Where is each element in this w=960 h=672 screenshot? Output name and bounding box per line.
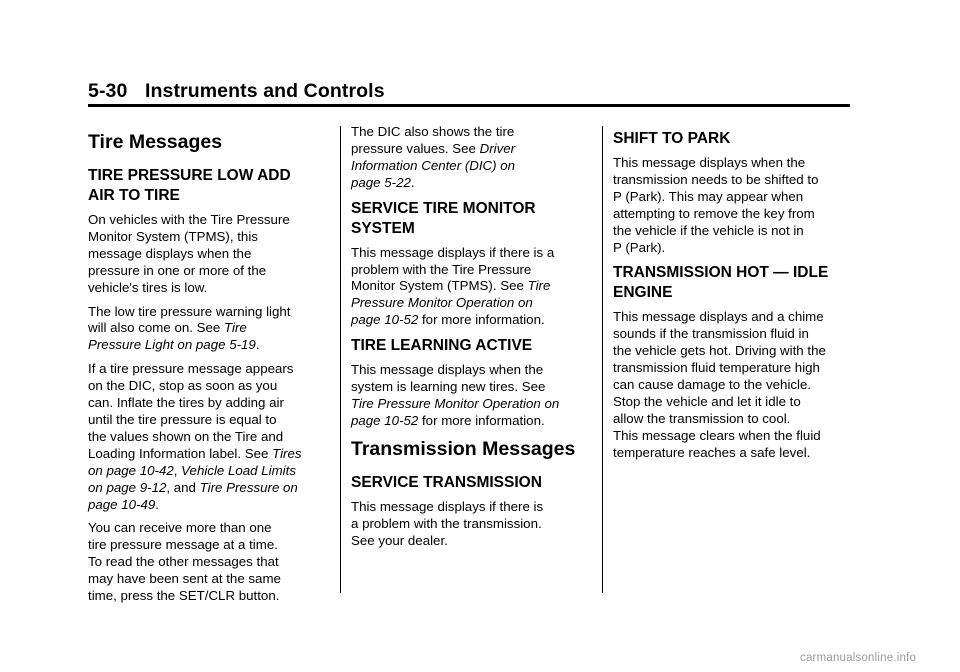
heading-shift-to-park bbox=[613, 129, 853, 149]
text-run: . bbox=[410, 174, 415, 190]
text-line: vehicle's tires is low. bbox=[88, 279, 208, 295]
column-1 bbox=[88, 124, 328, 612]
heading-service-transmission bbox=[351, 473, 591, 493]
text-line: tire pressure message at a time. bbox=[88, 537, 278, 553]
heading-line: SERVICE TIRE MONITOR bbox=[351, 199, 536, 217]
text-line: message displays when the bbox=[88, 245, 252, 261]
cross-reference-link[interactable]: page 5-22 bbox=[351, 174, 411, 190]
text-line: can. Inflate the tires by adding air bbox=[88, 395, 284, 411]
text-line: on the DIC, stop as soon as you bbox=[88, 378, 278, 394]
heading-tire-pressure-low bbox=[88, 166, 328, 206]
text-line bbox=[351, 158, 591, 175]
heading-line: TRANSMISSION HOT — IDLE bbox=[613, 264, 829, 282]
text-line bbox=[351, 396, 591, 413]
text-run: pressure values. See bbox=[351, 140, 480, 156]
text-line: until the tire pressure is equal to bbox=[88, 411, 277, 427]
text-line: problem with the Tire Pressure bbox=[351, 261, 532, 277]
text-line: can cause damage to the vehicle. bbox=[613, 377, 812, 393]
text-line: P (Park). This may appear when bbox=[613, 188, 804, 204]
page-header bbox=[88, 80, 385, 103]
text-line bbox=[88, 497, 328, 514]
text-line: allow the transmission to cool. bbox=[613, 410, 791, 426]
text-line: the vehicle if the vehicle is not in bbox=[613, 222, 804, 238]
text-line: To read the other messages that bbox=[88, 554, 279, 570]
text-line: time, press the SET/CLR button. bbox=[88, 588, 280, 604]
column-2 bbox=[351, 124, 591, 557]
cross-reference-link[interactable]: on page 9-12 bbox=[88, 479, 167, 495]
text-line bbox=[351, 175, 591, 192]
cross-reference-link[interactable]: Pressure Monitor Operation on bbox=[351, 295, 533, 311]
text-line bbox=[351, 141, 591, 158]
cross-reference-link[interactable]: Driver bbox=[479, 140, 516, 156]
text-line: transmission needs to be shifted to bbox=[613, 171, 819, 187]
paragraph-dic-pressure bbox=[351, 124, 591, 192]
text-line: the vehicle gets hot. Driving with the bbox=[613, 343, 826, 359]
text-line: See your dealer. bbox=[351, 532, 448, 548]
text-line: This message displays when the bbox=[351, 362, 544, 378]
text-line bbox=[88, 463, 328, 480]
text-line: If a tire pressure message appears bbox=[88, 361, 294, 377]
heading-line: SHIFT TO PARK bbox=[613, 130, 731, 147]
text-line: The low tire pressure warning light bbox=[88, 303, 291, 319]
paragraph-tpms-intro bbox=[88, 212, 328, 297]
text-line: P (Park). bbox=[613, 239, 666, 255]
text-run: , and bbox=[166, 479, 200, 495]
cross-reference-link[interactable]: Tire bbox=[224, 320, 247, 336]
heading-line: SYSTEM bbox=[351, 219, 415, 237]
paragraph-tire-learning bbox=[351, 362, 591, 430]
cross-reference-link[interactable]: page 10-49 bbox=[88, 496, 156, 512]
paragraph-warning-light bbox=[88, 304, 328, 355]
text-line bbox=[88, 480, 328, 497]
column-divider-1 bbox=[340, 126, 341, 593]
paragraph-service-transmission bbox=[351, 499, 591, 550]
paragraph-service-tire-monitor bbox=[351, 245, 591, 330]
text-line bbox=[351, 278, 591, 295]
text-line bbox=[351, 312, 591, 329]
text-line bbox=[351, 413, 591, 430]
text-run: . bbox=[255, 337, 260, 353]
cross-reference-link[interactable]: Tire bbox=[527, 278, 551, 294]
text-line: Monitor System (TPMS), this bbox=[88, 228, 258, 244]
chapter-title: Instruments and Controls bbox=[144, 80, 385, 102]
text-line: attempting to remove the key from bbox=[613, 205, 815, 221]
column-3 bbox=[613, 124, 853, 469]
text-line: sounds if the transmission fluid in bbox=[613, 326, 809, 342]
text-line bbox=[88, 320, 328, 337]
heading-line: TIRE LEARNING ACTIVE bbox=[351, 337, 533, 355]
text-run: . bbox=[155, 496, 159, 512]
cross-reference-link[interactable]: Tires bbox=[272, 445, 302, 461]
paragraph-shift-to-park bbox=[613, 155, 853, 256]
text-line: The DIC also shows the tire bbox=[351, 124, 515, 139]
text-line: This message displays and a chime bbox=[613, 309, 824, 325]
text-run: Monitor System (TPMS). See bbox=[351, 278, 528, 294]
section-title-transmission-messages: Transmission Messages bbox=[351, 437, 576, 460]
cross-reference-link[interactable]: Pressure Light on page 5-19 bbox=[88, 337, 256, 353]
heading-service-tire-monitor bbox=[351, 199, 591, 239]
text-run: for more information. bbox=[418, 312, 545, 328]
text-line: You can receive more than one bbox=[88, 520, 272, 536]
text-line: This message clears when the fluid bbox=[613, 427, 821, 443]
cross-reference-link[interactable]: page 10-52 bbox=[351, 412, 419, 428]
heading-tire-learning-active bbox=[351, 336, 591, 356]
text-line bbox=[88, 337, 328, 354]
text-run: Loading Information label. See bbox=[88, 445, 273, 461]
text-line: a problem with the transmission. bbox=[351, 515, 542, 531]
heading-line: SERVICE TRANSMISSION bbox=[351, 473, 542, 491]
watermark: carmanualsonline.info bbox=[800, 652, 917, 664]
cross-reference-link[interactable]: Tire Pressure Monitor Operation on bbox=[351, 395, 560, 411]
column-divider-2 bbox=[602, 126, 603, 593]
text-line: This message displays if there is bbox=[351, 498, 544, 514]
text-line: transmission fluid temperature high bbox=[613, 360, 820, 376]
heading-line: AIR TO TIRE bbox=[88, 187, 180, 204]
heading-line: TIRE PRESSURE LOW ADD bbox=[88, 167, 291, 184]
text-line: temperature reaches a safe level. bbox=[613, 444, 811, 460]
cross-reference-link[interactable]: page 10-52 bbox=[351, 312, 419, 328]
cross-reference-link[interactable]: Information Center (DIC) on bbox=[351, 157, 516, 173]
header-rule bbox=[88, 104, 850, 107]
cross-reference-link[interactable]: Tire Pressure on bbox=[199, 479, 298, 495]
section-title-tire-messages: Tire Messages bbox=[88, 131, 223, 153]
text-line: This message displays when the bbox=[613, 155, 806, 170]
paragraph-tire-pressure-message bbox=[88, 361, 328, 513]
heading-transmission-hot bbox=[613, 263, 853, 303]
text-line bbox=[351, 295, 591, 312]
text-line: system is learning new tires. See bbox=[351, 379, 546, 395]
text-line: may have been sent at the same bbox=[88, 571, 281, 587]
text-line: This message displays if there is a bbox=[351, 244, 555, 260]
text-run: will also come on. See bbox=[88, 320, 224, 336]
text-line: Stop the vehicle and let it idle to bbox=[613, 393, 801, 409]
text-line: pressure in one or more of the bbox=[88, 262, 267, 278]
page-number: 5-30 bbox=[88, 80, 128, 102]
text-line bbox=[88, 446, 328, 463]
text-run: for more information. bbox=[418, 412, 545, 428]
heading-line: ENGINE bbox=[613, 284, 673, 302]
paragraph-transmission-hot bbox=[613, 309, 853, 461]
text-run: , bbox=[173, 462, 182, 478]
paragraph-multiple-messages bbox=[88, 520, 328, 605]
text-line: On vehicles with the Tire Pressure bbox=[88, 212, 290, 227]
text-line: the values shown on the Tire and bbox=[88, 428, 284, 444]
cross-reference-link[interactable]: on page 10-42 bbox=[88, 462, 174, 478]
cross-reference-link[interactable]: Vehicle Load Limits bbox=[181, 462, 296, 478]
